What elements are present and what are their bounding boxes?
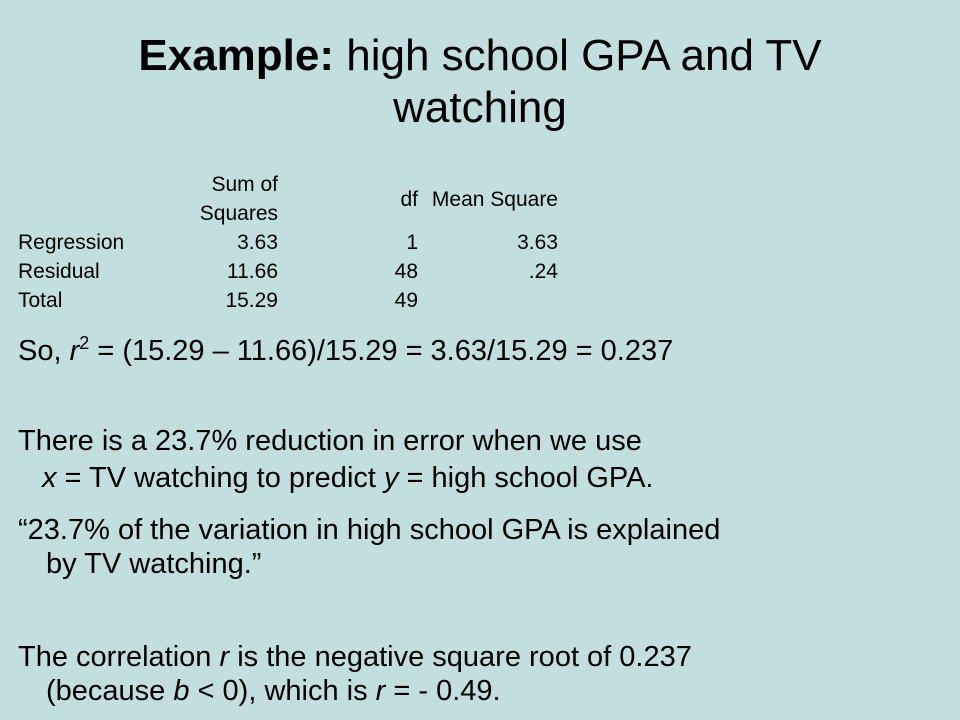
reduction-line1: There is a 23.7% reduction in error when we use bbox=[18, 425, 642, 457]
quote-line2: by TV watching.” bbox=[46, 548, 262, 580]
corr-c: (because bbox=[46, 675, 174, 707]
title-bold: Example: bbox=[138, 31, 335, 80]
title-rest-line2: watching bbox=[393, 83, 567, 132]
cell-ms bbox=[418, 286, 558, 315]
r-squared-line bbox=[18, 334, 673, 368]
r2-expression: = (15.29 – 11.66)/15.29 = 3.63/15.29 = 0.237 bbox=[89, 335, 674, 367]
title-rest-line1: high school GPA and TV bbox=[334, 31, 822, 80]
anova-header-df: df bbox=[400, 187, 418, 211]
y-var: y bbox=[384, 462, 399, 494]
quote-line1: “23.7% of the variation in high school GPA is explained bbox=[18, 514, 721, 546]
correlation-paragraph bbox=[18, 640, 692, 708]
table-row bbox=[14, 257, 558, 286]
anova-header-row bbox=[14, 170, 558, 228]
row-label: Residual bbox=[18, 260, 100, 283]
quote-paragraph bbox=[18, 513, 720, 581]
anova-header-blank bbox=[14, 170, 152, 228]
corr-line2 bbox=[18, 674, 692, 708]
row-label: Total bbox=[18, 289, 63, 312]
reduction-mid: = TV watching to predict bbox=[56, 462, 384, 494]
anova-table bbox=[14, 170, 558, 315]
r2-prefix: So, bbox=[18, 335, 70, 367]
corr-r2-var: r bbox=[375, 675, 386, 707]
r2-var: r bbox=[69, 335, 80, 367]
corr-r-var: r bbox=[219, 641, 230, 673]
cell-df: 48 bbox=[394, 260, 418, 283]
x-var: x bbox=[42, 462, 57, 494]
corr-a: The correlation bbox=[18, 641, 220, 673]
corr-e: = - 0.49. bbox=[385, 675, 501, 707]
cell-df: 1 bbox=[406, 231, 418, 254]
cell-ss: 3.63 bbox=[237, 231, 278, 254]
anova-header-ms: Mean Square bbox=[431, 187, 558, 211]
cell-ss: 11.66 bbox=[227, 260, 278, 283]
cell-ms: .24 bbox=[528, 260, 558, 283]
corr-b-var: b bbox=[173, 675, 190, 707]
reduction-end: = high school GPA. bbox=[398, 462, 654, 494]
reduction-line2 bbox=[14, 461, 653, 495]
slide-title bbox=[60, 30, 900, 134]
corr-d: < 0), which is bbox=[189, 675, 376, 707]
cell-ss: 15.29 bbox=[225, 289, 278, 312]
cell-df: 49 bbox=[394, 289, 418, 312]
anova-header-ss: Sum of Squares bbox=[199, 173, 278, 225]
corr-b: is the negative square root of 0.237 bbox=[229, 641, 692, 673]
r2-exponent: 2 bbox=[79, 333, 90, 353]
row-label: Regression bbox=[18, 231, 125, 254]
table-row bbox=[14, 228, 558, 257]
cell-ms: 3.63 bbox=[517, 231, 558, 254]
table-row bbox=[14, 286, 558, 315]
